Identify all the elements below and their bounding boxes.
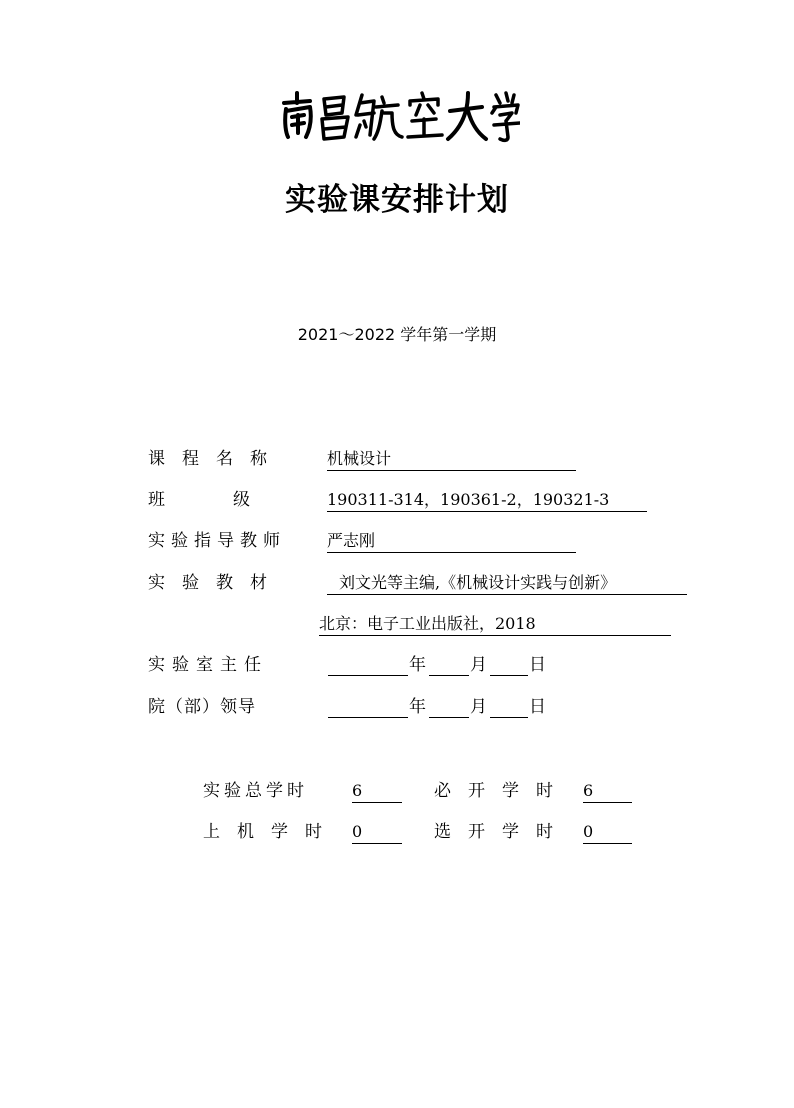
dept-leader-month-blank[interactable] <box>429 696 469 718</box>
computer-hours-value: 0 <box>352 821 402 844</box>
dept-leader-year-blank[interactable] <box>328 696 408 718</box>
required-hours-label: 必 开 学 时 <box>434 781 553 801</box>
course-name-label: 课 程 名 称 <box>148 449 267 469</box>
elective-hours-value: 0 <box>583 821 632 844</box>
lab-director-month-char: 月 <box>470 655 487 675</box>
lab-director-day-blank[interactable] <box>490 654 528 676</box>
lab-director-year-blank[interactable] <box>328 654 408 676</box>
elective-hours-label: 选 开 学 时 <box>434 822 553 842</box>
computer-hours-label: 上 机 学 时 <box>203 822 322 842</box>
logo-text <box>270 145 271 146</box>
dept-leader-day-blank[interactable] <box>490 696 528 718</box>
university-logo-calligraphy <box>270 85 520 145</box>
dept-leader-month-char: 月 <box>470 697 487 717</box>
required-hours-value: 6 <box>583 780 632 803</box>
dept-leader-label: 院（部）领导 <box>148 697 256 717</box>
semester: 2021～2022 学年第一学期 <box>297 325 497 344</box>
total-hours-value: 6 <box>352 780 402 803</box>
textbook-value-line1: 刘文光等主编,《机械设计实践与创新》 <box>327 572 687 595</box>
textbook-value-line2: 北京：电子工业出版社，2018 <box>319 613 671 636</box>
page-title: 实验课安排计划 <box>285 182 509 218</box>
class-value: 190311-314，190361-2，190321-3 <box>327 489 647 512</box>
university-logo <box>270 85 520 145</box>
dept-leader-day-char: 日 <box>529 697 546 717</box>
class-label: 班 级 <box>148 490 250 510</box>
total-hours-label: 实验总学时 <box>203 781 308 801</box>
lab-director-year-char: 年 <box>409 655 426 675</box>
instructor-label: 实验指导教师 <box>148 531 286 551</box>
dept-leader-year-char: 年 <box>409 697 426 717</box>
lab-director-month-blank[interactable] <box>429 654 469 676</box>
lab-director-day-char: 日 <box>529 655 546 675</box>
course-name-value: 机械设计 <box>327 448 576 471</box>
lab-director-label: 实验室主任 <box>148 655 268 675</box>
instructor-value: 严志刚 <box>327 530 576 553</box>
textbook-label: 实 验 教 材 <box>148 573 267 593</box>
